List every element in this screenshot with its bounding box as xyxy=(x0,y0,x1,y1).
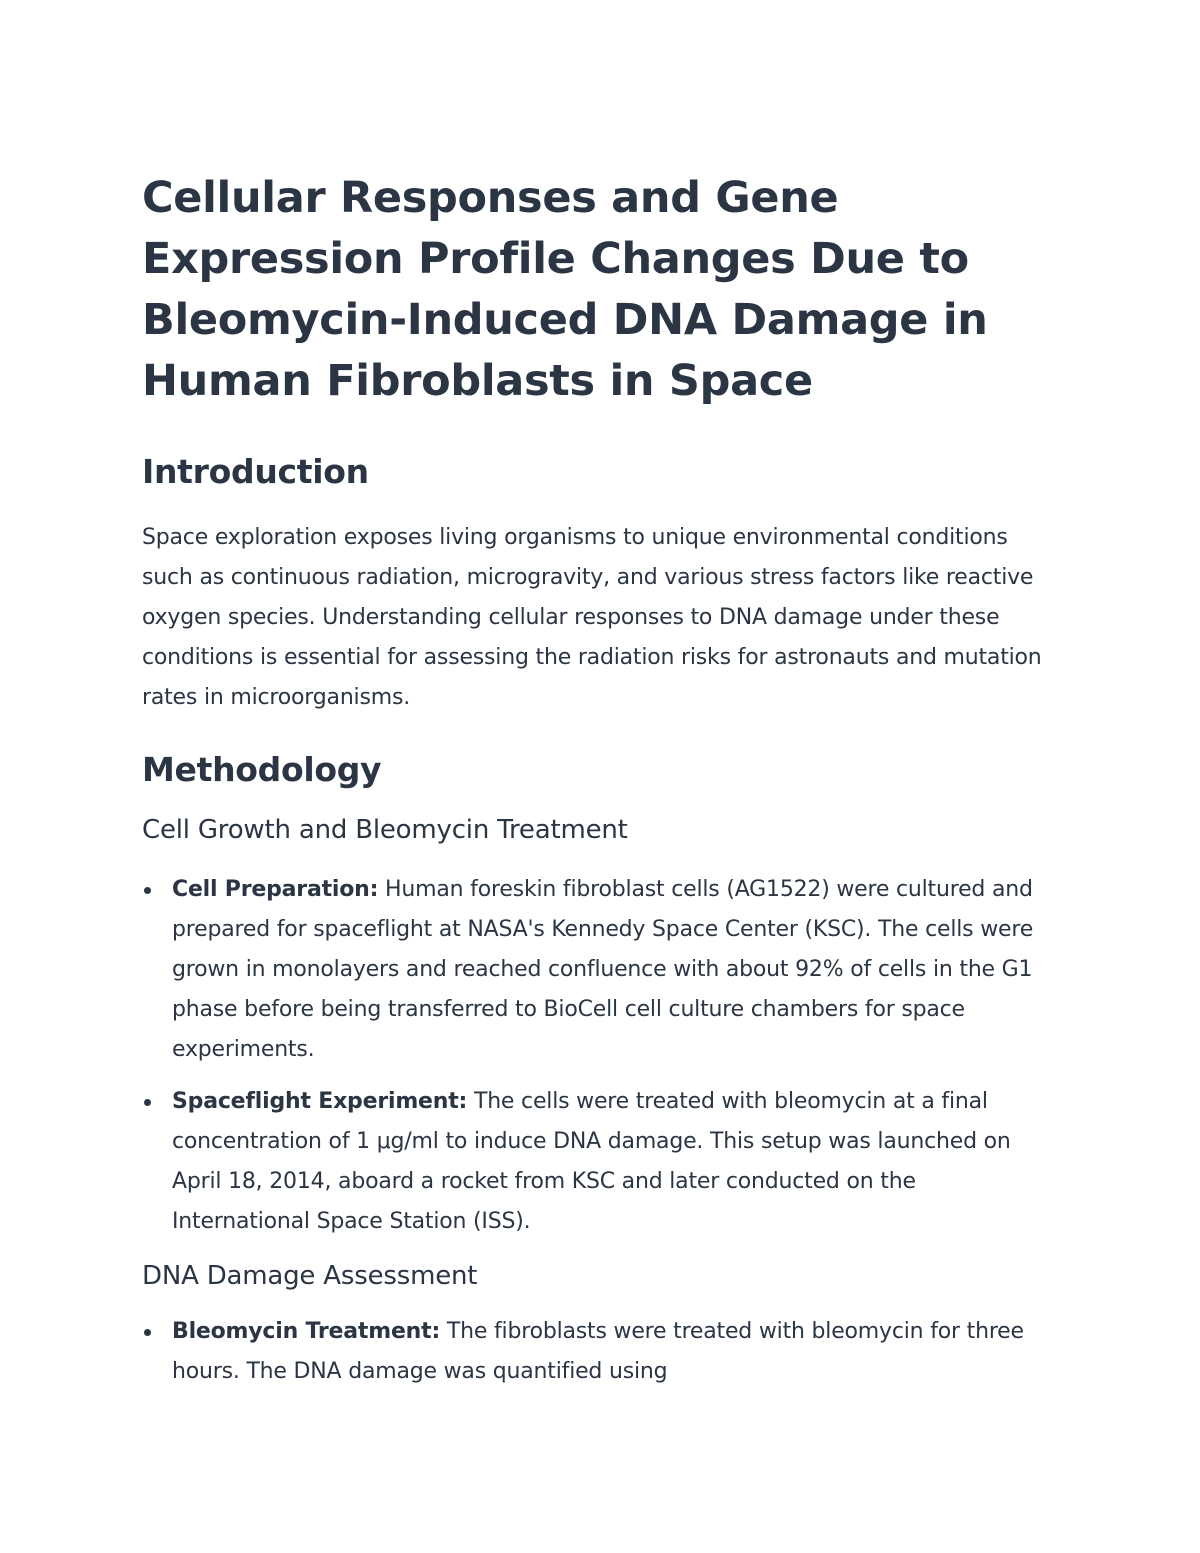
subsection-heading-dna-damage: DNA Damage Assessment xyxy=(142,1261,478,1291)
item-text: Human foreskin fibroblast cells (AG1522) were cultured and prepared for spaceflight at NASA's Kennedy Space Center (KSC). The cells were grown in monolayers and reached confluence with about 92% of cells in the G1 phase before being transferred to BioCell cell culture chambers for space experiments. xyxy=(172,877,1034,1062)
list-item xyxy=(142,870,1057,1070)
bullet-icon xyxy=(144,1099,151,1106)
item-separator: : xyxy=(369,877,379,902)
item-separator: : xyxy=(431,1319,441,1344)
list-item xyxy=(142,1082,1057,1242)
subsection-heading-cell-growth: Cell Growth and Bleomycin Treatment xyxy=(142,815,628,845)
introduction-heading: Introduction xyxy=(142,452,369,491)
item-text: The cells were treated with bleomycin at a final concentration of 1 μg/ml to induce DNA damage. This setup was launched on April 18, 2014, aboard a rocket from KSC and later conducted on the International Space Station (ISS). xyxy=(172,1089,1011,1234)
introduction-paragraph: Space exploration exposes living organisms to unique environmental conditions such as continuous radiation, microgravity, and various stress factors like reactive oxygen species. Understanding cellular responses to DNA damage under these conditions is essential for assessing the radiation risks for astronauts and mutation rates in microorganisms. xyxy=(142,525,1042,710)
item-label: Spaceflight Experiment xyxy=(172,1089,459,1114)
dna-damage-list xyxy=(142,1312,1057,1392)
methodology-heading: Methodology xyxy=(142,750,382,789)
item-text: The fibroblasts were treated with bleomycin for three hours. The DNA damage was quantified using xyxy=(172,1319,1024,1384)
document-title: Cellular Responses and Gene Expression Profile Changes Due to Bleomycin-Induced DNA Damage in Human Fibroblasts in Space xyxy=(142,173,988,406)
list-item xyxy=(142,1312,1057,1392)
item-separator: : xyxy=(458,1089,468,1114)
cell-growth-list xyxy=(142,870,1057,1242)
item-label: Cell Preparation xyxy=(172,877,370,902)
bullet-icon xyxy=(144,1329,151,1336)
document-page xyxy=(142,168,1057,1404)
item-label: Bleomycin Treatment xyxy=(172,1319,432,1344)
bullet-icon xyxy=(144,887,151,894)
